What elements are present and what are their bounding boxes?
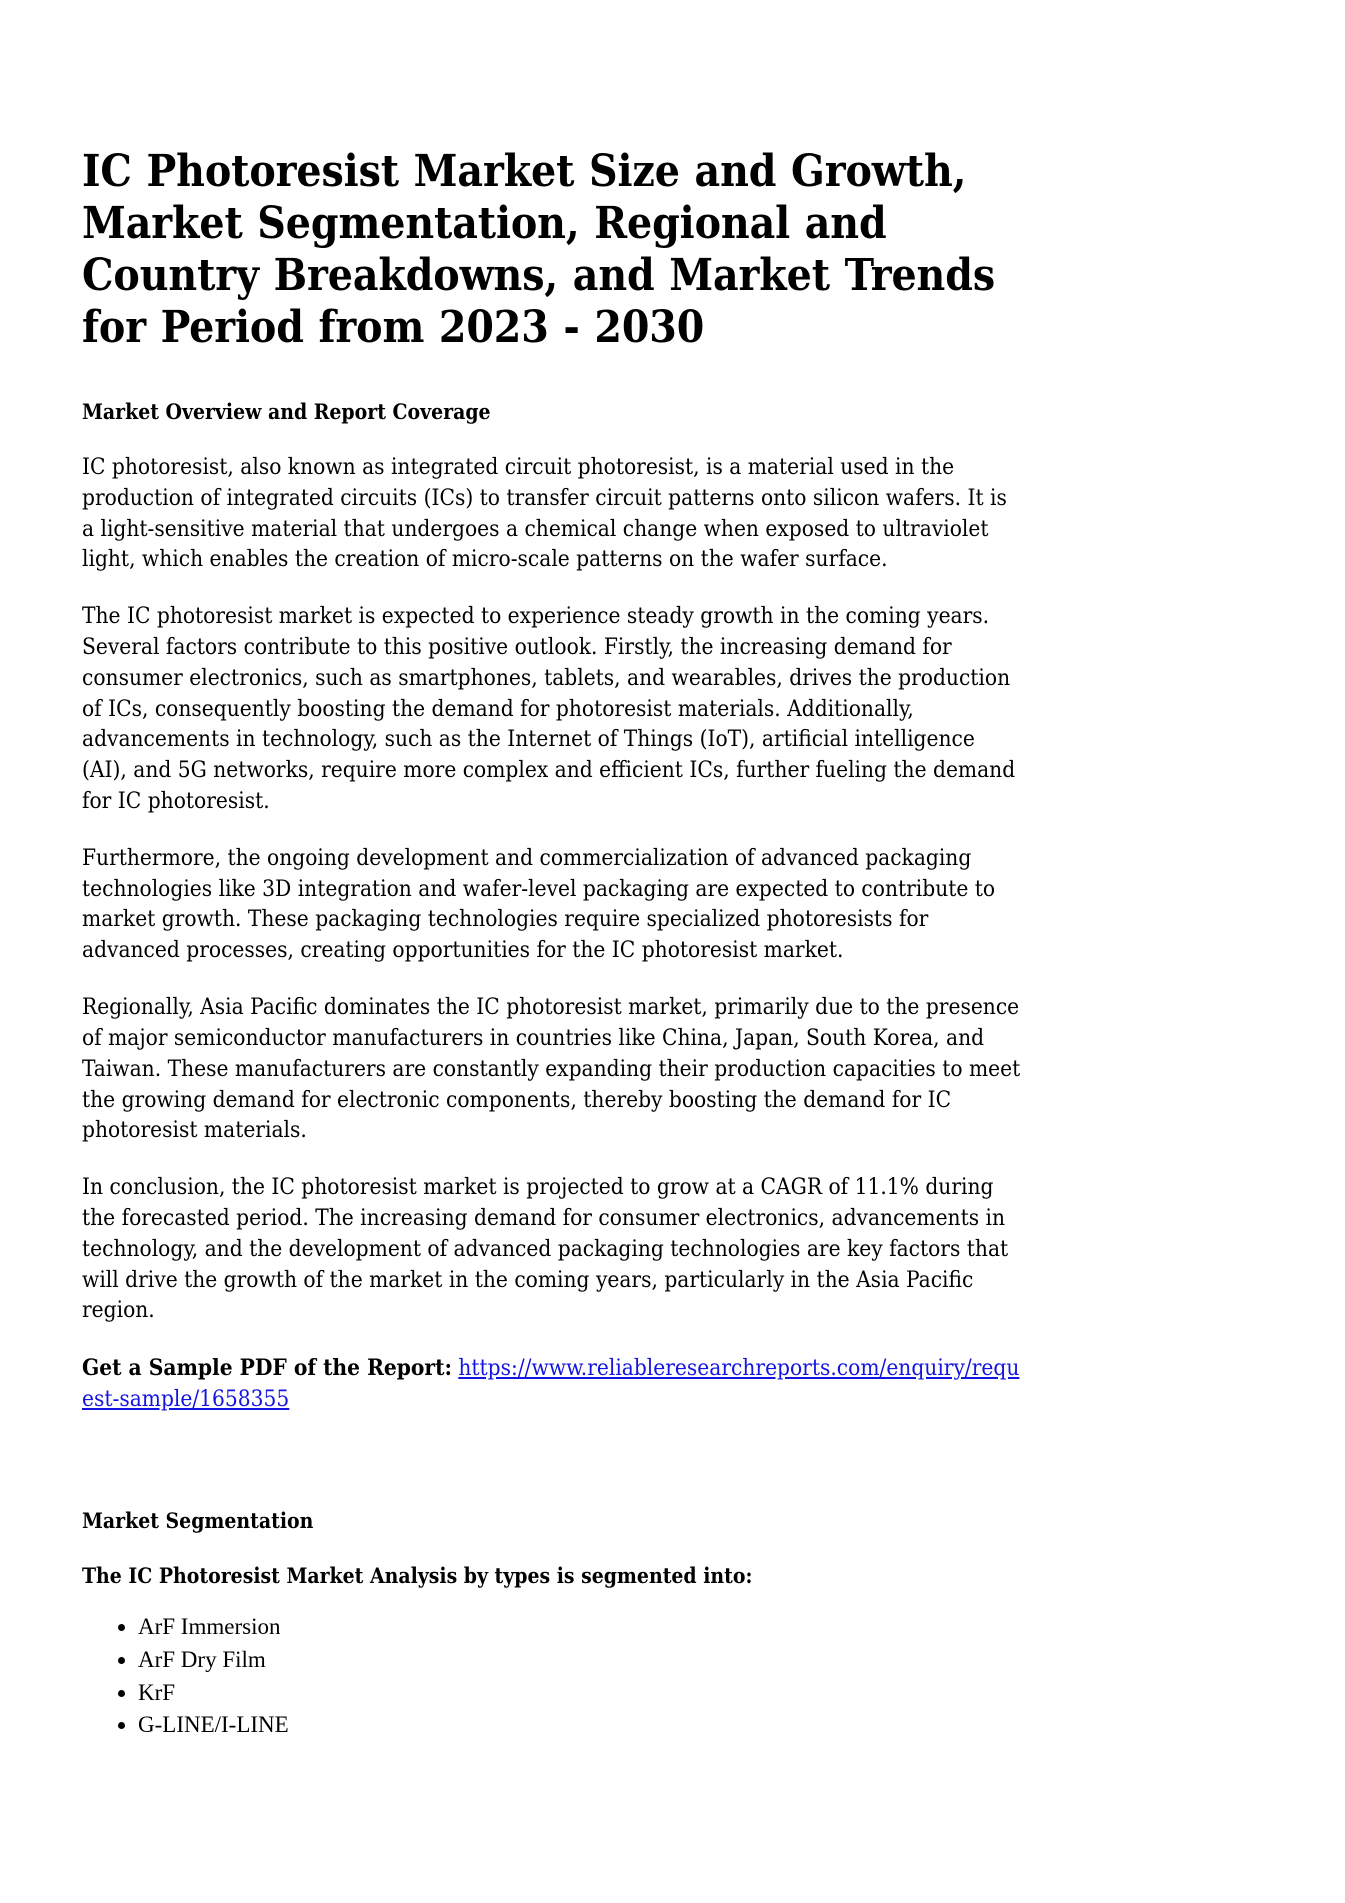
spacer	[82, 1326, 1024, 1353]
page-title: IC Photoresist Market Size and Growth, Market Segmentation, Regional and Country Breakdowns, and Market Trends for Period from 2023 - 2030	[82, 146, 995, 353]
document-page	[82, 0, 1024, 1742]
sample-pdf-line	[82, 1353, 1024, 1415]
market-types-list	[82, 1611, 1024, 1742]
sample-pdf-label: Get a Sample PDF of the Report:	[82, 1355, 452, 1382]
spacer	[82, 966, 1024, 992]
spacer	[82, 1534, 1024, 1562]
spacer	[82, 1415, 1024, 1507]
paragraph-growth-drivers: The IC photoresist market is expected to experience steady growth in the coming years. Several factors contribute to this positive outlook. Firstly, the increasing demand for consumer electronics, such as smartphones, tablets, and wearables, drives the production of ICs, consequently boosting the demand for photoresist materials. Additionally, advancements in technology, such as the Internet of Things (IoT), artificial intelligence (AI), and 5G networks, require more complex and efficient ICs, further fueling the demand for IC photoresist.	[82, 603, 1016, 815]
spacer	[82, 425, 1024, 452]
paragraph-definition: IC photoresist, also known as integrated circuit photoresist, is a material used in the production of integrated circuits (ICs) to transfer circuit patterns onto silicon wafers. It is a light-sensitive material that undergoes a chemical change when exposed to ultraviolet light, which enables the creation of micro-scale patterns on the wafer surface.	[82, 453, 1007, 573]
spacer	[82, 1589, 1024, 1611]
list-item: • G-LINE/I-LINE	[138, 1709, 1024, 1742]
heading-types-intro: The IC Photoresist Market Analysis by types is segmented into:	[82, 1563, 753, 1589]
paragraph-regional: Regionally, Asia Pacific dominates the IC photoresist market, primarily due to the presence of major semiconductor manufacturers in countries like China, Japan, South Korea, and Taiwan. These manufacturers are constantly expanding their production capacities to meet the growing demand for electronic components, thereby boosting the demand for IC photoresist materials.	[82, 994, 1021, 1144]
spacer	[82, 354, 1024, 398]
paragraph-conclusion: In conclusion, the IC photoresist market is projected to grow at a CAGR of 11.1% during the forecasted period. The increasing demand for consumer electronics, advancements in technology, and the development of advanced packaging technologies are key factors that will drive the growth of the market in the coming years, particularly in the Asia Pacific region.	[82, 1174, 1009, 1324]
heading-market-overview: Market Overview and Report Coverage	[82, 398, 491, 424]
spacer	[82, 1146, 1024, 1172]
paragraph-advanced-packaging: Furthermore, the ongoing development and commercialization of advanced packaging technologies like 3D integration and wafer-level packaging are expected to contribute to market growth. These packaging technologies require specialized photoresists for advanced processes, creating opportunities for the IC photoresist market.	[82, 844, 996, 964]
list-item: • ArF Immersion	[138, 1611, 1024, 1644]
list-item: • ArF Dry Film	[138, 1644, 1024, 1677]
spacer	[82, 575, 1024, 601]
sample-pdf-link[interactable]: https://www.reliableresearchreports.com/enquiry/request-sample/1658355	[82, 1355, 1020, 1413]
spacer	[82, 817, 1024, 843]
list-item: • KrF	[138, 1677, 1024, 1710]
heading-market-segmentation: Market Segmentation	[82, 1507, 314, 1533]
